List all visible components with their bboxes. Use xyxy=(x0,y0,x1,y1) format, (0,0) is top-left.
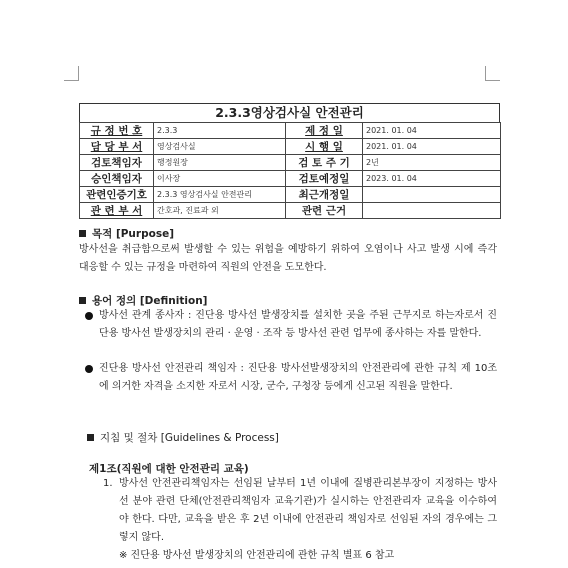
document-info-table xyxy=(79,122,501,219)
info-key: 검토예정일 xyxy=(286,171,363,187)
info-value: 2.3.3 xyxy=(154,123,286,139)
info-key: 검 토 주 기 xyxy=(286,155,363,171)
info-value: 2021. 01. 04 xyxy=(363,139,501,155)
info-row xyxy=(80,139,501,155)
info-key: 관련인증기호 xyxy=(80,187,154,203)
info-row xyxy=(80,123,501,139)
info-key: 시 행 일 xyxy=(286,139,363,155)
info-key: 관련 근거 xyxy=(286,203,363,219)
info-value: 2.3.3 영상검사실 안전관리 xyxy=(154,187,286,203)
info-value: 2년 xyxy=(363,155,501,171)
definition-heading: 용어 정의 [Definition] xyxy=(79,293,207,308)
square-bullet-icon xyxy=(79,230,86,237)
info-row xyxy=(80,187,501,203)
bullet-dot-icon xyxy=(85,312,93,320)
info-key: 관 련 부 서 xyxy=(80,203,154,219)
info-row xyxy=(80,171,501,187)
crop-mark-top-left xyxy=(64,66,79,81)
info-value: 이사장 xyxy=(154,171,286,187)
bullet-dot-icon xyxy=(85,365,93,373)
info-key: 규 정 번 호 xyxy=(80,123,154,139)
info-key: 승인책임자 xyxy=(80,171,154,187)
info-row xyxy=(80,155,501,171)
info-key: 최근개정일 xyxy=(286,187,363,203)
info-value xyxy=(363,187,501,203)
purpose-text: 방사선을 취급함으로써 발생할 수 있는 위험을 예방하기 위하여 오염이나 사고 발생 시에 즉각 대응할 수 있는 규정을 마련하여 직원의 안전을 도모한다. xyxy=(79,244,497,273)
info-value: 간호과, 진료과 외 xyxy=(154,203,286,219)
article-1-title: 제1조(직원에 대한 안전관리 교육) xyxy=(89,463,249,475)
info-key: 제 정 일 xyxy=(286,123,363,139)
definition-text: 방사선 관계 종사자 : 진단용 방사선 발생장치를 설치한 곳을 주된 근무지로 하는자로서 진단용 방사선 발생장치의 관리 · 운영 · 조작 등 방사선 관련 업무에 종사하는 자를 말한다. xyxy=(99,310,497,339)
info-value: 영상검사실 xyxy=(154,139,286,155)
definition-item xyxy=(85,360,497,396)
item-text: 방사선 안전관리책임자는 선임된 날부터 1년 이내에 질병관리본부장이 지정하는 방사선 분야 관련 단체(안전관리책임자 교육기관)가 실시하는 안전관리자 교육을 이수하여야 한다. 다만, 교육을 받은 후 2년 이내에 안전관리 책임자로 선임된 자의 경우에는 그렇지 않다. xyxy=(119,478,497,543)
info-key: 검토책임자 xyxy=(80,155,154,171)
square-bullet-icon xyxy=(87,434,94,441)
item-number: 1. xyxy=(103,478,113,489)
info-value: 2021. 01. 04 xyxy=(363,123,501,139)
definition-item xyxy=(85,307,497,343)
definition-text: 진단용 방사선 안전관리 책임자 : 진단용 방사선발생장치의 안전관리에 관한 규칙 제 10조에 의거한 자격을 소지한 자로서 시장, 군수, 구청장 등에게 신고된 직원을 말한다. xyxy=(99,363,497,392)
document-title: 2.3.3영상검사실 안전관리 xyxy=(79,103,500,123)
info-value: 행정원장 xyxy=(154,155,286,171)
item-note: ※ 진단용 방사선 발생장치의 안전관리에 관한 규칙 별표 6 참고 xyxy=(119,550,395,561)
purpose-heading: 목적 [Purpose] xyxy=(79,226,174,241)
square-bullet-icon xyxy=(79,297,86,304)
guidelines-heading: 지침 및 절차 [Guidelines & Process] xyxy=(87,430,279,445)
crop-mark-top-right xyxy=(485,66,500,81)
info-value xyxy=(363,203,501,219)
info-row xyxy=(80,203,501,219)
info-key: 담 당 부 서 xyxy=(80,139,154,155)
article-1-item xyxy=(103,475,497,565)
info-value: 2023. 01. 04 xyxy=(363,171,501,187)
